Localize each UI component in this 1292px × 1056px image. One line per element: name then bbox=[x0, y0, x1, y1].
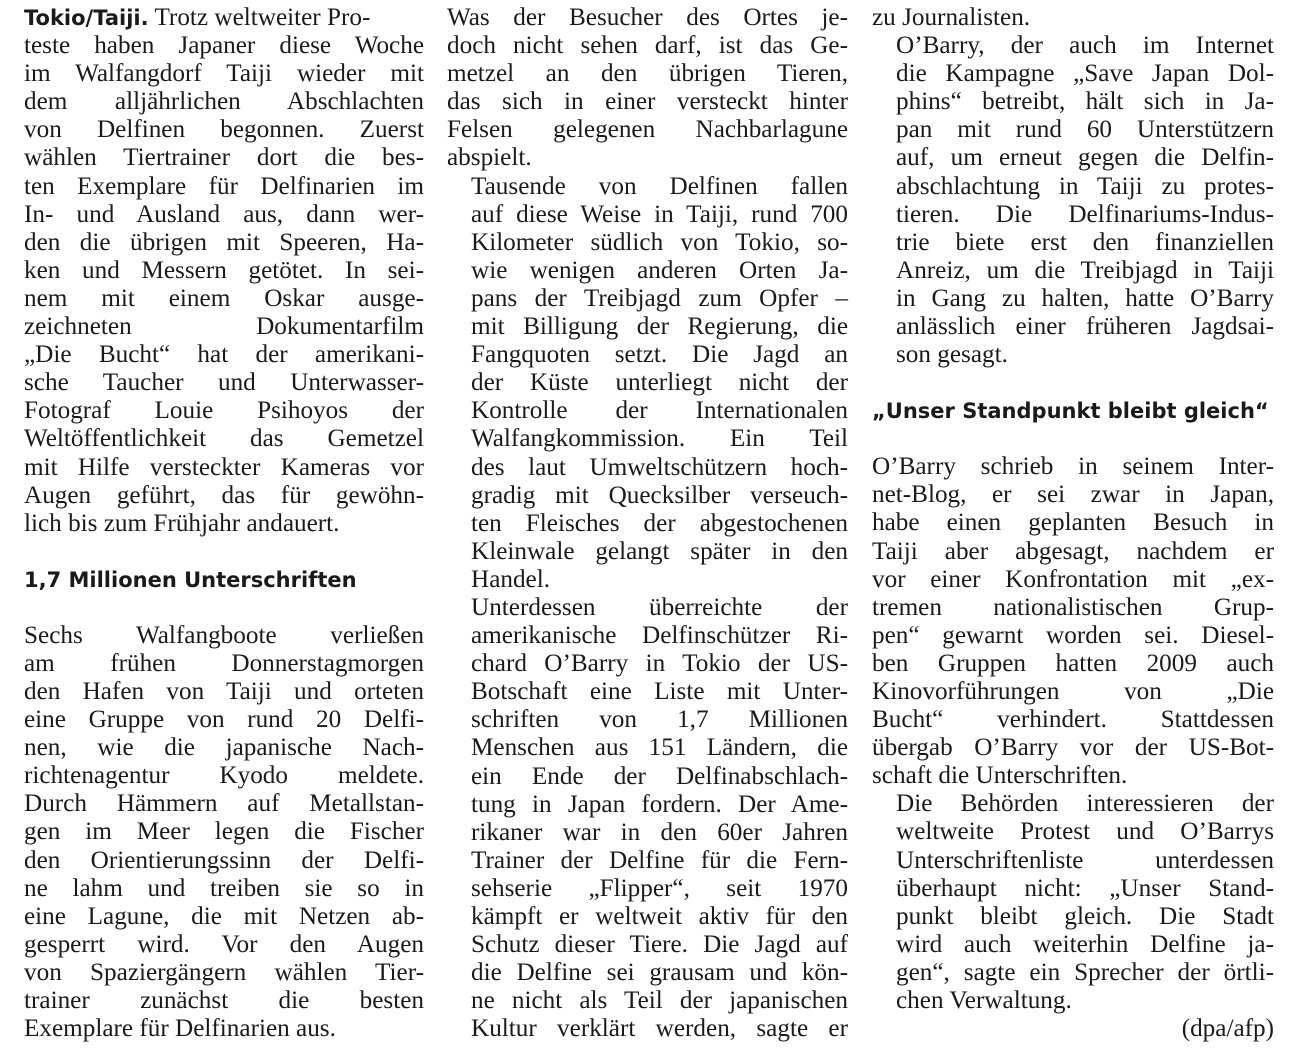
paragraph-text bbox=[872, 4, 1274, 32]
text-line: gen im Meer legen die Fischer bbox=[24, 818, 424, 846]
text-line: wird auch weiterhin Delfine ja- bbox=[896, 930, 1274, 958]
text-line: son gesagt. bbox=[896, 341, 1008, 369]
text-line: In- und Ausland aus, dann wer- bbox=[24, 200, 424, 228]
text-line: den Orientierungssinn der Delfi- bbox=[24, 846, 424, 874]
text-line: am frühen Donnerstagmorgen bbox=[24, 649, 424, 677]
paragraph bbox=[24, 622, 424, 1043]
text-line: pan mit rund 60 Unterstützern bbox=[896, 116, 1274, 144]
text-line: habe einen geplanten Besuch in bbox=[872, 509, 1274, 537]
text-line: weltweite Protest und O’Barrys bbox=[896, 818, 1274, 846]
text-line: lich bis zum Frühjahr andauert. bbox=[24, 509, 340, 537]
text-line: die Delfine sei grausam und kön- bbox=[471, 959, 848, 987]
text-line: abschlachtung in Taiji zu protes- bbox=[896, 172, 1274, 200]
text-line: ken und Messern getötet. In sei- bbox=[24, 256, 424, 284]
text-line: der Küste unterliegt nicht der bbox=[471, 369, 848, 397]
source-credit: (dpa/afp) bbox=[1181, 1015, 1274, 1043]
text-line: Kontrolle der Internationalen bbox=[471, 397, 848, 425]
paragraph bbox=[447, 173, 848, 594]
text-line: schaft die Unterschriften. bbox=[872, 762, 1128, 790]
spacer bbox=[24, 594, 424, 622]
text-line: richtenagentur Kyodo meldete. bbox=[24, 762, 424, 790]
text-line: „Die Bucht“ hat der amerikani- bbox=[24, 341, 424, 369]
paragraph-text bbox=[24, 622, 424, 1043]
text-line: den die übrigen mit Speeren, Ha- bbox=[24, 228, 424, 256]
paragraph bbox=[447, 594, 848, 1044]
text-line: trie biete erst den finanziellen bbox=[896, 228, 1274, 256]
text-line: O’Barry, der auch im Internet bbox=[896, 32, 1274, 60]
paragraph-text bbox=[447, 173, 848, 594]
text-line: mit Billigung der Regierung, die bbox=[471, 313, 848, 341]
text-line: metzel an den übrigen Tieren, bbox=[447, 60, 848, 88]
text-line: nen, wie die japanische Nach- bbox=[24, 734, 424, 762]
text-line: Trotz weltweiter Pro- bbox=[154, 4, 371, 31]
text-line: pans der Treibjagd zum Opfer – bbox=[471, 284, 848, 312]
subheading-signatures: 1,7 Millionen Unterschriften bbox=[24, 567, 357, 592]
text-line: tremen nationalistischen Grup- bbox=[872, 593, 1274, 621]
paragraph-text bbox=[872, 790, 1274, 1015]
text-line: kämpft er weltweit aktiv für den bbox=[471, 903, 848, 930]
paragraph-text bbox=[447, 4, 848, 173]
text-line: tieren. Die Delfinariums-Indus- bbox=[896, 200, 1274, 228]
text-line: Menschen aus 151 Ländern, die bbox=[471, 734, 848, 762]
text-line: Unterdessen überreichte der bbox=[471, 593, 848, 621]
text-line: trainer zunächst die besten bbox=[24, 987, 424, 1014]
text-line: auf, um erneut gegen die Delfin- bbox=[896, 144, 1274, 172]
text-line: rikaner war in den 60er Jahren bbox=[471, 818, 848, 846]
text-line: Fotograf Louie Psihoyos der bbox=[24, 397, 424, 425]
text-line: chen Verwaltung. bbox=[896, 987, 1072, 1014]
text-line: dem alljährlichen Abschlachten bbox=[24, 88, 424, 116]
text-line: vor einer Konfrontation mit „ex- bbox=[872, 565, 1274, 593]
text-line: ten Fleisches der abgestochenen bbox=[471, 509, 848, 537]
paragraph bbox=[872, 32, 1274, 369]
text-line: gesperrt wird. Vor den Augen bbox=[24, 930, 424, 958]
text-line: zeichneten Dokumentarfilm bbox=[24, 313, 424, 341]
text-line: ben Gruppen hatten 2009 auch bbox=[872, 649, 1274, 677]
text-line: schriften von 1,7 Millionen bbox=[471, 706, 848, 734]
text-line: Was der Besucher des Ortes je- bbox=[447, 4, 848, 31]
text-line: Kultur verklärt werden, sagte er bbox=[471, 1015, 848, 1043]
text-line: nem mit einem Oskar ausge- bbox=[24, 284, 424, 312]
text-line: Taiji aber abgesagt, nachdem er bbox=[872, 537, 1274, 565]
text-line: eine Gruppe von rund 20 Delfi- bbox=[24, 706, 424, 734]
text-line: des laut Umweltschützern hoch- bbox=[471, 453, 848, 481]
text-line: abspielt. bbox=[447, 144, 532, 172]
text-line: tung in Japan fordern. Der Ame- bbox=[471, 790, 848, 818]
paragraph bbox=[447, 4, 848, 173]
text-line: Sechs Walfangboote verließen bbox=[24, 621, 424, 649]
text-line: mit Hilfe versteckter Kameras vor bbox=[24, 453, 424, 481]
text-line: Weltöffentlichkeit das Gemetzel bbox=[24, 425, 424, 453]
text-line: Walfangkommission. Ein Teil bbox=[471, 425, 848, 453]
text-line: chard O’Barry in Tokio der US- bbox=[471, 650, 848, 678]
article-column-3 bbox=[872, 4, 1274, 1043]
text-line: Anreiz, um die Treibjagd in Taiji bbox=[896, 256, 1274, 284]
text-line: Felsen gelegenen Nachbarlagune bbox=[447, 116, 848, 144]
text-line: eine Lagune, die mit Netzen ab- bbox=[24, 902, 424, 930]
text-line: Tausende von Delfinen fallen bbox=[471, 172, 848, 200]
article-column-1 bbox=[24, 4, 424, 1043]
text-line: ten Exemplare für Delfinarien im bbox=[24, 172, 424, 200]
text-line: auf diese Weise in Taiji, rund 700 bbox=[471, 200, 848, 228]
text-line: Kinovorführungen von „Die bbox=[872, 677, 1274, 705]
intro-paragraph bbox=[24, 4, 424, 538]
text-line: sche Taucher und Unterwasser- bbox=[24, 369, 424, 397]
text-line: die Kampagne „Save Japan Dol- bbox=[896, 60, 1274, 88]
text-line: Durch Hämmern auf Metallstan- bbox=[24, 790, 424, 818]
text-line: sehserie „Flipper“, seit 1970 bbox=[471, 874, 848, 902]
text-line: in Gang zu halten, hatte O’Barry bbox=[896, 284, 1274, 312]
paragraph-text bbox=[447, 594, 848, 1044]
text-line: punkt bleibt gleich. Die Stadt bbox=[896, 902, 1274, 930]
spacer bbox=[872, 369, 1274, 397]
text-line: Augen geführt, das für gewöhn- bbox=[24, 481, 424, 509]
text-line: Unterschriftenliste unterdessen bbox=[896, 846, 1274, 874]
spacer bbox=[872, 425, 1274, 453]
text-line: Kilometer südlich von Tokio, so- bbox=[471, 228, 848, 256]
text-line: Trainer der Delfine für die Fern- bbox=[471, 846, 848, 874]
paragraph bbox=[872, 790, 1274, 1043]
intro-text bbox=[24, 4, 424, 538]
text-line: wie wenigen anderen Orten Ja- bbox=[471, 256, 848, 284]
text-line: O’Barry schrieb in seinem Inter- bbox=[872, 453, 1274, 481]
text-line: gradig mit Quecksilber verseuch- bbox=[471, 481, 848, 509]
text-line: Bucht“ verhindert. Stattdessen bbox=[872, 706, 1274, 734]
subheading-standpoint: „Unser Standpunkt bleibt gleich“ bbox=[872, 399, 1269, 424]
text-line: zu Journalisten. bbox=[872, 4, 1031, 31]
text-line: Schutz dieser Tiere. Die Jagd auf bbox=[471, 931, 848, 959]
text-line: das sich in einer versteckt hinter bbox=[447, 88, 848, 116]
text-line: übergab O’Barry vor der US-Bot- bbox=[872, 734, 1274, 762]
text-line: ne lahm und treiben sie so in bbox=[24, 874, 424, 902]
paragraph bbox=[872, 4, 1274, 32]
text-line: von Delfinen begonnen. Zuerst bbox=[24, 116, 424, 144]
text-line: von Spaziergängern wählen Tier- bbox=[24, 958, 424, 986]
text-line: wählen Tiertrainer dort die bes- bbox=[24, 144, 424, 172]
text-line: ein Ende der Delfinabschlach- bbox=[471, 762, 848, 790]
text-line: ne nicht als Teil der japanischen bbox=[471, 987, 848, 1015]
text-line: überhaupt nicht: „Unser Stand- bbox=[896, 874, 1274, 902]
text-line: teste haben Japaner diese Woche bbox=[24, 32, 424, 60]
text-line: phins“ betreibt, hält sich in Ja- bbox=[896, 88, 1274, 116]
dateline: Tokio/Taiji. bbox=[24, 6, 149, 30]
spacer bbox=[24, 538, 424, 566]
text-line: amerikanische Delfinschützer Ri- bbox=[471, 622, 848, 650]
text-line: anlässlich einer früheren Jagdsai- bbox=[896, 313, 1274, 341]
text-line: net-Blog, er sei zwar in Japan, bbox=[872, 481, 1274, 509]
text-line: im Walfangdorf Taiji wieder mit bbox=[24, 60, 424, 88]
text-line: Handel. bbox=[471, 565, 551, 593]
paragraph bbox=[872, 453, 1274, 790]
paragraph-text bbox=[872, 32, 1274, 369]
text-line: doch nicht sehen darf, ist das Ge- bbox=[447, 32, 848, 60]
paragraph-text bbox=[872, 453, 1274, 790]
text-line: gen“, sagte ein Sprecher der örtli- bbox=[896, 958, 1274, 986]
text-line: pen“ gewarnt worden sei. Diesel- bbox=[872, 621, 1274, 649]
text-line: Kleinwale gelangt später in den bbox=[471, 537, 848, 565]
text-line: Exemplare für Delfinarien aus. bbox=[24, 1015, 336, 1043]
text-line: den Hafen von Taiji und orteten bbox=[24, 677, 424, 705]
text-line: Die Behörden interessieren der bbox=[896, 790, 1274, 818]
text-line: Botschaft eine Liste mit Unter- bbox=[471, 678, 848, 706]
text-line: Fangquoten setzt. Die Jagd an bbox=[471, 341, 848, 369]
article-column-2 bbox=[447, 0, 848, 1043]
